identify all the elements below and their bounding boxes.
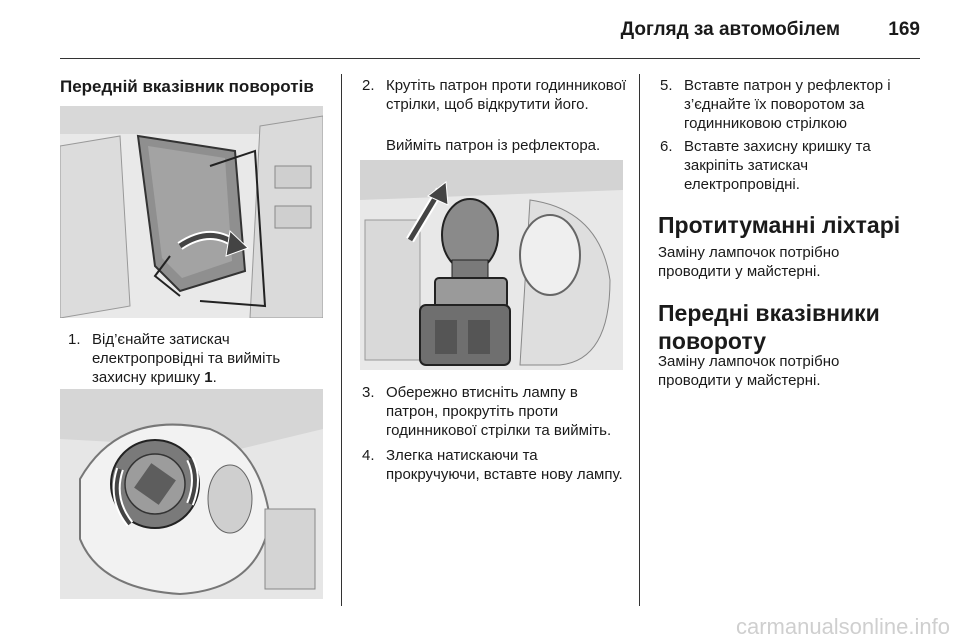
page-header-title: Догляд за автомобілем — [620, 19, 840, 40]
column-divider-2 — [639, 74, 640, 606]
front-turn-indicators-text: Заміну лампочок потрібно проводити у майстерні. — [658, 353, 840, 389]
watermark: carmanualsonline.info — [735, 614, 950, 639]
step-6-text: Вставте захисну кришку та закріпіть затискач електропровідні. — [684, 138, 871, 193]
figure-cover-removal — [60, 106, 323, 318]
figure-socket-removal — [360, 160, 623, 370]
cover-removal-illustration-icon — [60, 106, 323, 318]
step-1-callout: 1 — [204, 369, 213, 386]
step-6 — [660, 137, 925, 194]
socket-removal-illustration-icon — [360, 160, 623, 370]
step-6-number: 6. — [660, 138, 673, 155]
step-1-text-end: . — [212, 369, 217, 386]
section-heading-fog-lights: Протитуманні ліхтарі — [658, 212, 901, 238]
step-2 — [362, 76, 627, 114]
step-2-number: 2. — [362, 77, 375, 94]
step-4-number: 4. — [362, 447, 375, 464]
page-number: 169 — [888, 19, 920, 40]
socket-rotation-illustration-icon — [60, 389, 323, 599]
header-divider — [60, 58, 920, 59]
step-5-text: Вставте патрон у рефлектор і з’єднайте їх поворотом за годинниковою стрілкою — [684, 77, 891, 132]
step-3-number: 3. — [362, 384, 375, 401]
step-4 — [362, 446, 627, 484]
step-5 — [660, 76, 925, 133]
step-4-text: Злегка натискаючи та прокручуючи, вставте нову лампу. — [386, 447, 623, 483]
step-2-text: Крутіть патрон проти годинникової стрілки, щоб відкрутити його. — [386, 77, 627, 113]
step-2-note: Вийміть патрон із рефлектора. — [386, 137, 601, 154]
section-heading-front-turn-signal: Передній вказівник поворотів — [60, 77, 314, 96]
figure-socket-rotation — [60, 389, 323, 599]
step-1-number: 1. — [68, 331, 81, 348]
step-3 — [362, 383, 632, 440]
section-heading-front-turn-indicators: Передні вказівники повороту — [658, 300, 880, 354]
column-divider-1 — [341, 74, 342, 606]
step-3-text: Обережно втисніть лампу в патрон, прокрутіть проти годинникової стрілки та вийміть. — [386, 384, 612, 439]
step-1 — [68, 330, 328, 387]
step-1-text: Від’єнайте затискач електропровідні та вийміть захисну кришку — [92, 331, 281, 386]
fog-lights-text: Заміну лампочок потрібно проводити у майстерні. — [658, 244, 840, 280]
step-5-number: 5. — [660, 77, 673, 94]
